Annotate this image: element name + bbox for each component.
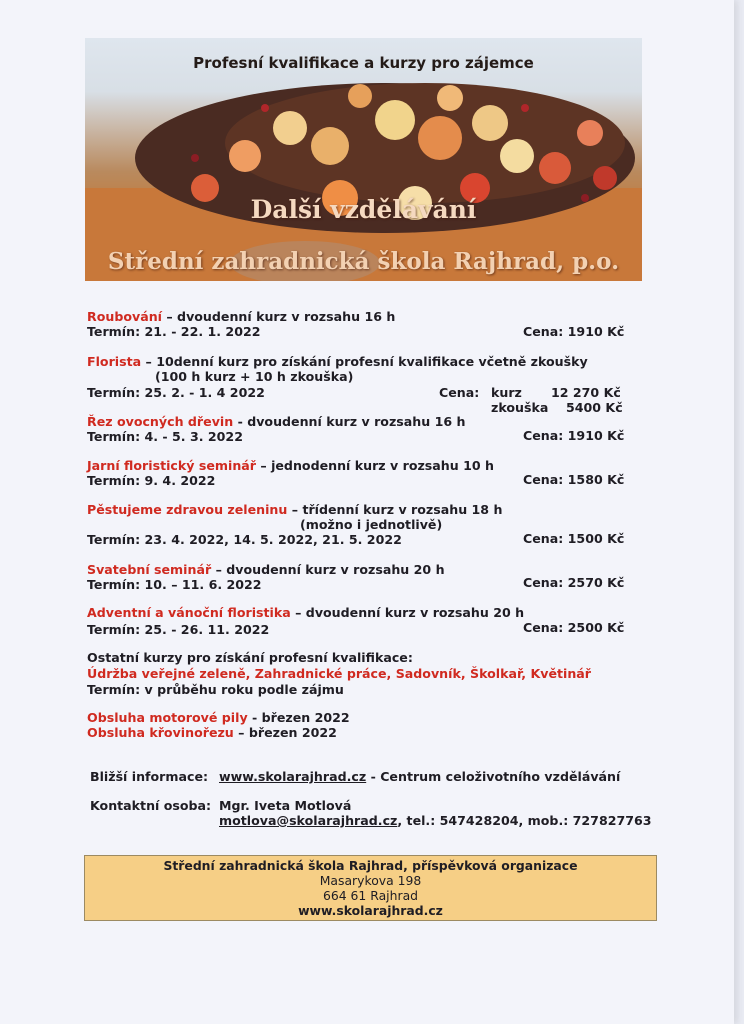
- course-description: – jednodenní kurz v rozsahu 10 h: [260, 458, 494, 473]
- info-description: - Centrum celoživotního vzdělávání: [370, 769, 621, 784]
- course-description-detail: (100 h kurz + 10 h zkouška): [155, 369, 354, 384]
- course-term: Termín: 25. 2. - 1. 4 2022: [87, 385, 265, 400]
- flower-bouquet-illustration: [85, 38, 642, 281]
- course-florista: [87, 354, 588, 369]
- course-price: Cena: 1910 Kč: [523, 428, 625, 443]
- extra-course-motorova-pila: [87, 710, 350, 725]
- contact-details: [219, 813, 652, 828]
- footer-website[interactable]: www.skolarajhrad.cz: [298, 903, 443, 918]
- course-pestujeme-zeleninu: [87, 502, 502, 517]
- other-courses-term: Termín: v průběhu roku podle zájmu: [87, 682, 344, 697]
- banner-image: [85, 38, 642, 281]
- course-jarni-seminar: [87, 458, 494, 473]
- extra-course-name: Obsluha motorové pily: [87, 710, 248, 725]
- course-name: Řez ovocných dřevin: [87, 414, 234, 429]
- course-adventni-floristika: [87, 605, 524, 620]
- course-description: – dvoudenní kurz v rozsahu 20 h: [295, 605, 525, 620]
- course-name: Adventní a vánoční floristika: [87, 605, 291, 620]
- banner-title: Profesní kvalifikace a kurzy pro zájemce: [193, 54, 534, 72]
- course-description: – třídenní kurz v rozsahu 18 h: [291, 502, 503, 517]
- course-name: Pěstujeme zdravou zeleninu: [87, 502, 288, 517]
- extra-course-krovinorez: [87, 725, 337, 740]
- contact-name: Mgr. Iveta Motlová: [219, 798, 352, 813]
- footer-street: Masarykova 198: [319, 873, 422, 888]
- other-courses-list: Údržba veřejné zeleně, Zahradnické práce, Sadovník, Školkař, Květinář: [87, 666, 591, 681]
- course-name: Svatební seminář: [87, 562, 212, 577]
- footer-city: 664 61 Rajhrad: [322, 888, 419, 903]
- website-link[interactable]: www.skolarajhrad.cz: [219, 769, 367, 784]
- footer-school-name: Střední zahradnická škola Rajhrad, příspěvková organizace: [163, 858, 578, 873]
- course-price: Cena: 1580 Kč: [523, 472, 625, 487]
- banner-subtitle: Další vzdělávání: [250, 195, 477, 224]
- course-term: Termín: 4. - 5. 3. 2022: [87, 429, 243, 444]
- course-term: Termín: 21. - 22. 1. 2022: [87, 324, 261, 339]
- school-address-box: [84, 855, 657, 921]
- course-name: Florista: [87, 354, 142, 369]
- info-label: Bližší informace:: [90, 769, 209, 784]
- course-description-detail: (možno i jednotlivě): [300, 517, 443, 532]
- course-description: – dvoudenní kurz v rozsahu 20 h: [215, 562, 445, 577]
- course-term: Termín: 9. 4. 2022: [87, 473, 216, 488]
- course-price: Cena: 1910 Kč: [523, 324, 625, 339]
- contact-label: Kontaktní osoba:: [90, 798, 212, 813]
- course-rez-ovocnych-drevin: [87, 414, 465, 429]
- info-line: [219, 769, 620, 784]
- price-line-label: zkouška: [491, 400, 549, 415]
- course-price: Cena: 1500 Kč: [523, 531, 625, 546]
- course-svatebni-seminar: [87, 562, 445, 577]
- price-line-value: 5400 Kč: [566, 400, 623, 415]
- course-description: – 10denní kurz pro získání profesní kvalifikace včetně zkoušky: [145, 354, 588, 369]
- price-line-label: kurz: [491, 385, 522, 400]
- extra-course-name: Obsluha křovinořezu: [87, 725, 234, 740]
- course-term: Termín: 25. - 26. 11. 2022: [87, 622, 270, 637]
- course-description: – dvoudenní kurz v rozsahu 16 h: [166, 309, 396, 324]
- contact-phones: , tel.: 547428204, mob.: 727827763: [397, 813, 652, 828]
- course-price: Cena: 2500 Kč: [523, 620, 625, 635]
- extra-course-date: – březen 2022: [238, 725, 337, 740]
- course-description: - dvoudenní kurz v rozsahu 16 h: [237, 414, 466, 429]
- course-name: Jarní floristický seminář: [87, 458, 256, 473]
- course-name: Roubování: [87, 309, 162, 324]
- price-line-value: 12 270 Kč: [551, 385, 621, 400]
- extra-course-date: - březen 2022: [252, 710, 350, 725]
- banner-school-name: Střední zahradnická škola Rajhrad, p.o.: [107, 248, 620, 275]
- course-price-label: Cena:: [439, 385, 480, 400]
- course-roubovani: [87, 309, 395, 324]
- course-term: Termín: 23. 4. 2022, 14. 5. 2022, 21. 5. 2022: [87, 532, 402, 547]
- other-courses-heading: Ostatní kurzy pro získání profesní kvalifikace:: [87, 650, 413, 665]
- email-link[interactable]: motlova@skolarajhrad.cz: [219, 813, 398, 828]
- course-price: Cena: 2570 Kč: [523, 575, 625, 590]
- course-term: Termín: 10. – 11. 6. 2022: [87, 577, 262, 592]
